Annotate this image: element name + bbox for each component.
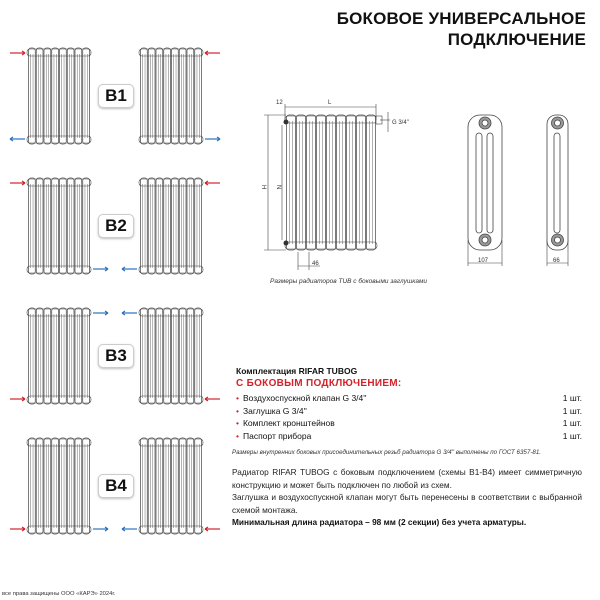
dim-L: L: [328, 100, 332, 106]
dim-12: 12: [276, 100, 283, 106]
thread-size: G 3/4'': [392, 120, 409, 126]
kit-item: [236, 392, 582, 405]
title-line-2: ПОДКЛЮЧЕНИЕ: [447, 30, 586, 49]
dim-46: 46: [312, 261, 319, 267]
radiator-side-view-107: [468, 115, 502, 250]
dim-107: 107: [478, 258, 489, 264]
supply-arrow-icon: [10, 527, 25, 531]
kit-item-qty: 1 шт.: [562, 393, 582, 403]
return-arrow-icon: [122, 267, 137, 271]
kit-item-label: [236, 430, 311, 443]
scheme-label-b4: B4: [98, 474, 134, 498]
description: [232, 466, 582, 529]
supply-arrow-icon: [205, 181, 220, 185]
description-p2: Заглушка и воздухоспускной клапан могут быть перенесены в соответствии с выбранной схемой монтажа.: [232, 492, 582, 515]
description-p1: Радиатор RIFAR TUBOG с боковым подключением (схемы B1-B4) имеет симметричную конструкцию и может быть подключен по любой из схем.: [232, 467, 582, 490]
supply-arrow-icon: [10, 51, 25, 55]
return-arrow-icon: [93, 311, 108, 315]
bullet-icon: •: [236, 430, 239, 441]
scheme-label-b2: B2: [98, 214, 134, 238]
copyright: все права защищены ООО «КАРЭ» 2024г.: [2, 591, 116, 597]
dim-66: 66: [553, 258, 560, 264]
return-arrow-icon: [10, 137, 25, 141]
kit-item-name: Воздухоспускной клапан G 3/4'': [242, 393, 367, 403]
kit-item-label: [236, 405, 307, 418]
return-arrow-icon: [93, 267, 108, 271]
description-p3: Минимальная длина радиатора – 98 мм (2 секции) без учета арматуры.: [232, 517, 527, 528]
dim-N: N: [275, 185, 281, 190]
kit-item-name: Заглушка G 3/4'': [242, 405, 307, 416]
scheme-label-b3: B3: [98, 344, 134, 368]
kit-item: [236, 405, 582, 418]
radiator-right: [139, 48, 220, 144]
scheme-label-b1: B1: [98, 84, 134, 108]
kit-section: [236, 366, 582, 442]
bullet-icon: •: [236, 405, 239, 416]
return-arrow-icon: [93, 527, 108, 531]
radiator-right: [122, 438, 220, 534]
radiator-right: [122, 308, 220, 404]
return-arrow-icon: [122, 527, 137, 531]
kit-item: [236, 430, 582, 443]
kit-item-name: Паспорт прибора: [242, 430, 312, 441]
return-arrow-icon: [205, 137, 220, 141]
radiator-front-view: [284, 115, 383, 250]
supply-arrow-icon: [10, 397, 25, 401]
thread-note: Размеры внутренних боковых присоединительных резьб радиатора G 3/4'' выполнены по ГОСТ 6357-81.: [232, 449, 541, 456]
supply-arrow-icon: [10, 181, 25, 185]
return-arrow-icon: [122, 311, 137, 315]
kit-item-label: [236, 392, 367, 405]
radiator-left: [10, 438, 108, 534]
page-title: [337, 8, 586, 50]
kit-heading: Комплектация RIFAR TUBOG: [236, 366, 358, 376]
bullet-icon: •: [236, 393, 239, 403]
kit-item-qty: 1 шт.: [562, 418, 582, 428]
radiator-right: [122, 178, 220, 274]
radiator-side-view-66: [547, 115, 568, 250]
kit-item-label: [236, 417, 335, 430]
radiator-left: [10, 308, 108, 404]
kit-item-qty: 1 шт.: [562, 405, 582, 416]
radiator-left: [10, 48, 91, 144]
drawing-caption: Размеры радиаторов TUB с боковыми заглушками: [270, 278, 428, 285]
supply-arrow-icon: [205, 527, 220, 531]
kit-subheading: С БОКОВЫМ ПОДКЛЮЧЕНИЕМ:: [236, 378, 402, 389]
kit-list: [236, 392, 582, 442]
supply-arrow-icon: [205, 397, 220, 401]
kit-item-name: Комплект кронштейнов: [242, 418, 335, 428]
kit-item-qty: 1 шт.: [562, 430, 582, 441]
radiator-left: [10, 178, 108, 274]
bullet-icon: •: [236, 418, 239, 428]
dim-H: H: [260, 185, 266, 190]
dimension-drawing: [240, 90, 600, 280]
title-line-1: БОКОВОЕ УНИВЕРСАЛЬНОЕ: [336, 9, 586, 28]
kit-item: [236, 417, 582, 430]
supply-arrow-icon: [205, 51, 220, 55]
